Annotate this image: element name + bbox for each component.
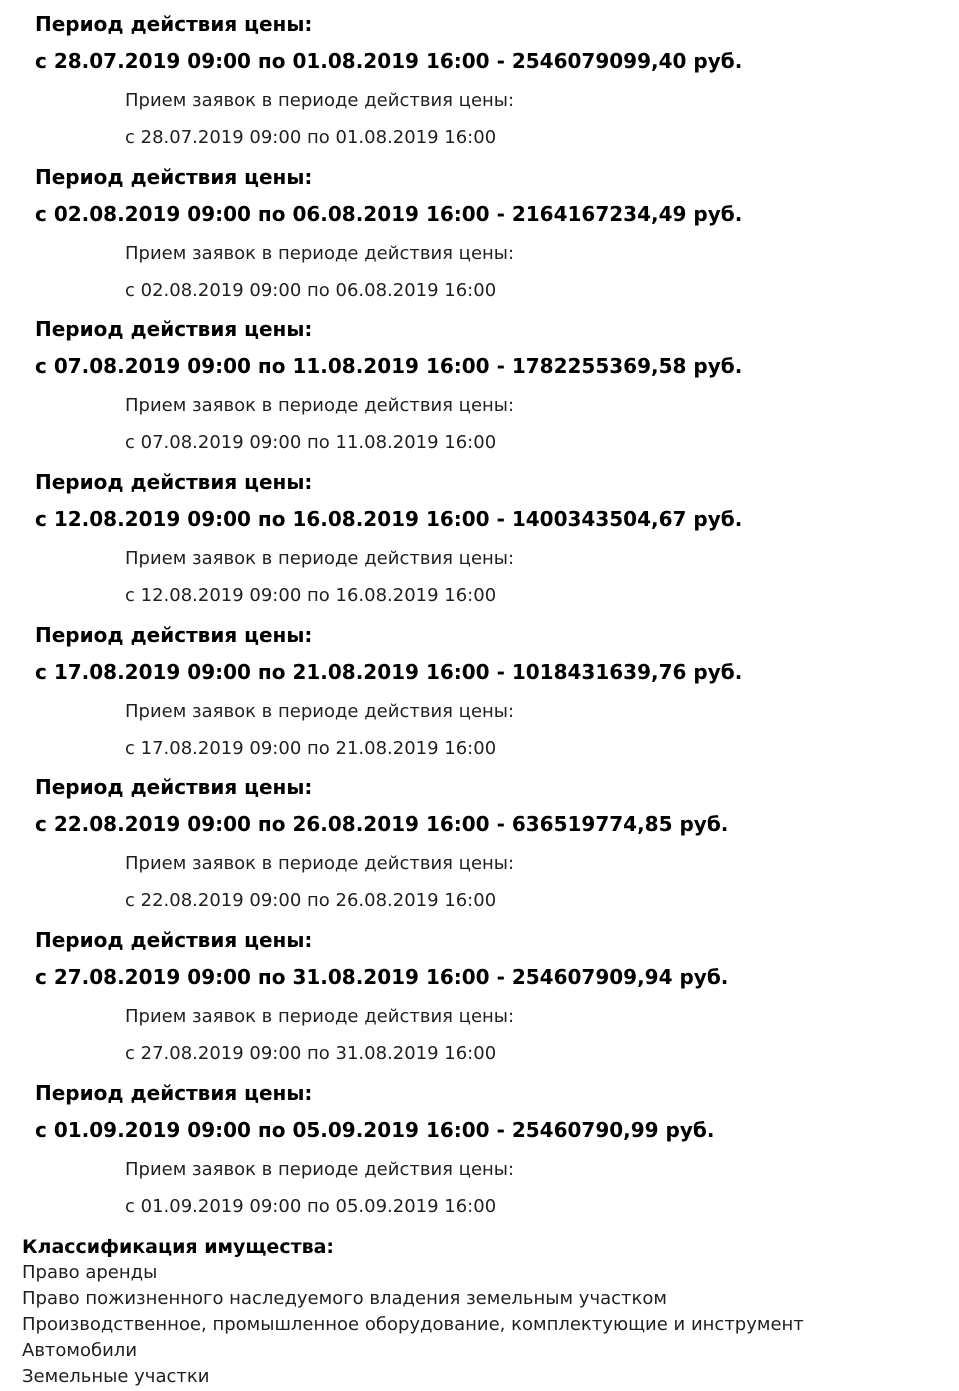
applications-label: Прием заявок в периоде действия цены:: [125, 700, 515, 722]
period-range-price: с 22.08.2019 09:00 по 26.08.2019 16:00 - 636519774,85 руб.: [35, 812, 729, 837]
period-label: Период действия цены:: [35, 317, 313, 342]
period-label: Период действия цены:: [35, 12, 313, 36]
price-period: [0, 305, 959, 458]
applications-range: с 01.09.2019 09:00 по 05.09.2019 16:00: [125, 1195, 497, 1217]
period-range-price: с 07.08.2019 09:00 по 11.08.2019 16:00 - 1782255369,58 руб.: [35, 354, 743, 379]
applications-label: Прием заявок в периоде действия цены:: [125, 853, 515, 875]
applications-range: с 28.07.2019 09:00 по 01.08.2019 16:00: [125, 127, 497, 148]
applications-label: Прием заявок в периоде действия цены:: [125, 1158, 515, 1180]
price-period: [0, 1069, 959, 1222]
price-period: [0, 611, 959, 764]
classification-item: Автомобили: [22, 1340, 138, 1361]
period-range-price: с 12.08.2019 09:00 по 16.08.2019 16:00 - 1400343504,67 руб.: [35, 507, 743, 532]
period-label: Период действия цены:: [35, 1080, 313, 1105]
classification-item: Право пожизненного наследуемого владения земельным участком: [22, 1288, 667, 1309]
applications-range: с 22.08.2019 09:00 по 26.08.2019 16:00: [125, 890, 497, 912]
applications-label: Прием заявок в периоде действия цены:: [125, 242, 515, 264]
period-range-price: с 02.08.2019 09:00 по 06.08.2019 16:00 - 2164167234,49 руб.: [35, 201, 743, 226]
period-range-price: с 28.07.2019 09:00 по 01.08.2019 16:00 - 2546079099,40 руб.: [35, 49, 743, 73]
price-period: [0, 458, 959, 611]
classification-item: Право аренды: [22, 1262, 158, 1283]
applications-label: Прием заявок в периоде действия цены:: [125, 1006, 515, 1028]
classification-item: Производственное, промышленное оборудование, комплектующие и инструмент: [22, 1314, 804, 1335]
period-range-price: с 27.08.2019 09:00 по 31.08.2019 16:00 - 254607909,94 руб.: [35, 965, 729, 990]
applications-label: Прием заявок в периоде действия цены:: [125, 395, 515, 417]
applications-range: с 27.08.2019 09:00 по 31.08.2019 16:00: [125, 1043, 497, 1065]
applications-range: с 02.08.2019 09:00 по 06.08.2019 16:00: [125, 279, 497, 301]
period-label: Период действия цены:: [35, 164, 313, 189]
price-period: [0, 916, 959, 1069]
classification-title: Классификация имущества:: [22, 1236, 335, 1258]
period-range-price: с 01.09.2019 09:00 по 05.09.2019 16:00 - 25460790,99 руб.: [35, 1117, 715, 1142]
classification-item: Земельные участки: [22, 1366, 210, 1387]
price-period: [0, 763, 959, 916]
applications-label: Прием заявок в периоде действия цены:: [125, 90, 515, 111]
price-period: [0, 153, 959, 306]
period-label: Период действия цены:: [35, 775, 313, 800]
applications-range: с 17.08.2019 09:00 по 21.08.2019 16:00: [125, 737, 497, 759]
period-range-price: с 17.08.2019 09:00 по 21.08.2019 16:00 - 1018431639,76 руб.: [35, 659, 743, 684]
price-period: [0, 0, 959, 153]
applications-label: Прием заявок в периоде действия цены:: [125, 548, 515, 570]
period-label: Период действия цены:: [35, 470, 313, 495]
applications-range: с 12.08.2019 09:00 по 16.08.2019 16:00: [125, 585, 497, 607]
period-label: Период действия цены:: [35, 928, 313, 953]
property-classification: [22, 1234, 952, 1390]
applications-range: с 07.08.2019 09:00 по 11.08.2019 16:00: [125, 432, 497, 454]
period-label: Период действия цены:: [35, 622, 313, 647]
